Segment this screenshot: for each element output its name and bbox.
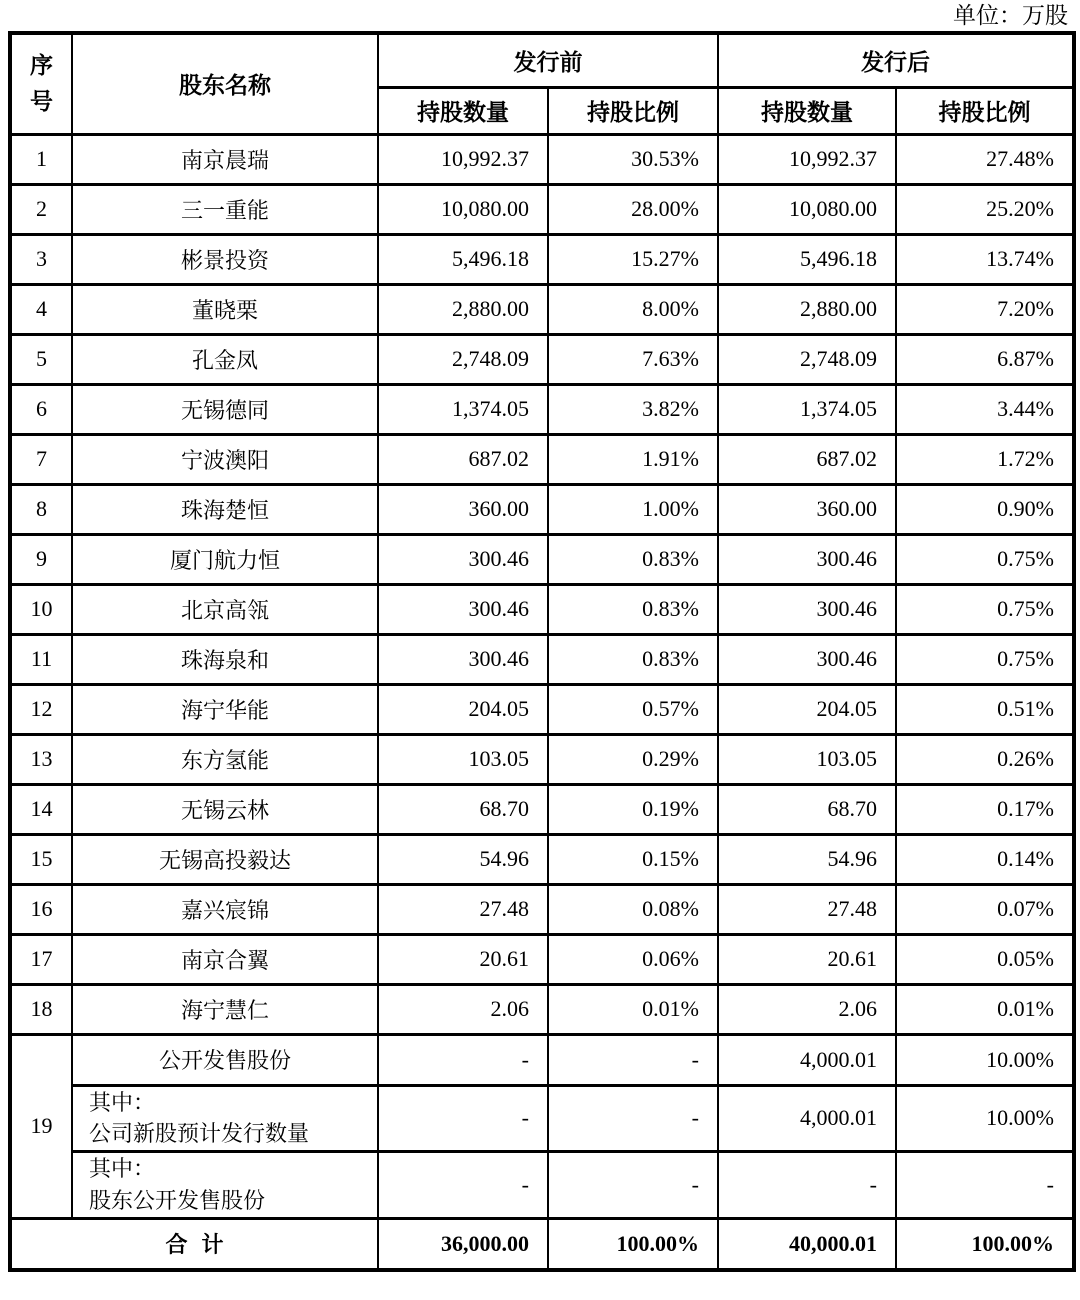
pre-pct-cell: 0.19%	[548, 784, 718, 834]
shareholder-table	[8, 31, 1076, 1272]
post-qty-cell: 20.61	[718, 934, 896, 984]
post-qty-cell: 687.02	[718, 434, 896, 484]
name-line-1: 其中：	[89, 1089, 156, 1115]
table-row	[10, 334, 1074, 384]
table-row	[10, 134, 1074, 184]
shareholder-name-cell: 海宁华能	[72, 684, 378, 734]
post-pct-cell: 0.05%	[896, 934, 1074, 984]
header-shareholder-name: 股东名称	[72, 33, 378, 134]
post-pct-cell: 6.87%	[896, 334, 1074, 384]
post-pct-cell: -	[896, 1152, 1074, 1219]
post-pct-cell: 0.90%	[896, 484, 1074, 534]
pre-qty-cell: 2,748.09	[378, 334, 548, 384]
total-pre-qty-cell: 36,000.00	[378, 1219, 548, 1270]
pre-pct-cell: -	[548, 1152, 718, 1219]
pre-pct-cell: 0.06%	[548, 934, 718, 984]
row-index-cell: 10	[10, 584, 72, 634]
table-row	[10, 934, 1074, 984]
pre-qty-cell: 20.61	[378, 934, 548, 984]
pre-qty-cell: 54.96	[378, 834, 548, 884]
header-index-label: 序号	[30, 53, 53, 114]
pre-pct-cell: -	[548, 1034, 718, 1085]
table-body	[10, 134, 1074, 1034]
total-post-pct-cell: 100.00%	[896, 1219, 1074, 1270]
pre-qty-cell: -	[378, 1034, 548, 1085]
post-pct-cell: 7.20%	[896, 284, 1074, 334]
table-body-group19	[10, 1034, 1074, 1270]
post-pct-cell: 13.74%	[896, 234, 1074, 284]
post-qty-cell: 360.00	[718, 484, 896, 534]
post-qty-cell: 10,992.37	[718, 134, 896, 184]
shareholder-name-cell: 董晓栗	[72, 284, 378, 334]
row-index-cell: 12	[10, 684, 72, 734]
post-pct-cell: 0.51%	[896, 684, 1074, 734]
table-row	[10, 484, 1074, 534]
table-row-total	[10, 1219, 1074, 1270]
pre-pct-cell: 0.83%	[548, 534, 718, 584]
post-qty-cell: 68.70	[718, 784, 896, 834]
pre-qty-cell: 103.05	[378, 734, 548, 784]
pre-pct-cell: 0.83%	[548, 584, 718, 634]
header-group-row	[10, 33, 1074, 87]
table-row	[10, 634, 1074, 684]
row-index-cell: 13	[10, 734, 72, 784]
row-index-cell: 7	[10, 434, 72, 484]
post-pct-cell: 0.75%	[896, 534, 1074, 584]
table-row-public-offering	[10, 1034, 1074, 1085]
pre-qty-cell: 300.46	[378, 584, 548, 634]
shareholder-name-cell: 嘉兴宸锦	[72, 884, 378, 934]
post-qty-cell: 1,374.05	[718, 384, 896, 434]
total-label-cell: 合计	[10, 1219, 378, 1270]
post-qty-cell: 2,880.00	[718, 284, 896, 334]
table-row	[10, 984, 1074, 1034]
table-row	[10, 434, 1074, 484]
row-index-cell: 19	[10, 1034, 72, 1219]
shareholder-name-cell	[72, 1085, 378, 1152]
pre-pct-cell: 15.27%	[548, 234, 718, 284]
header-group-before: 发行前	[378, 33, 718, 87]
shareholder-name-cell: 无锡高投毅达	[72, 834, 378, 884]
shareholder-name-cell: 东方氢能	[72, 734, 378, 784]
pre-qty-cell: 2,880.00	[378, 284, 548, 334]
pre-qty-cell: 300.46	[378, 634, 548, 684]
row-index-cell: 15	[10, 834, 72, 884]
table-row	[10, 234, 1074, 284]
shareholder-name-cell: 南京合翼	[72, 934, 378, 984]
pre-pct-cell: 30.53%	[548, 134, 718, 184]
post-pct-cell: 0.75%	[896, 634, 1074, 684]
pre-pct-cell: 1.00%	[548, 484, 718, 534]
header-post-qty: 持股数量	[718, 87, 896, 134]
pre-pct-cell: 0.08%	[548, 884, 718, 934]
post-pct-cell: 10.00%	[896, 1085, 1074, 1152]
table-row	[10, 384, 1074, 434]
row-index-cell: 8	[10, 484, 72, 534]
post-qty-cell: 4,000.01	[718, 1034, 896, 1085]
row-index-cell: 5	[10, 334, 72, 384]
pre-qty-cell: 5,496.18	[378, 234, 548, 284]
post-pct-cell: 27.48%	[896, 134, 1074, 184]
shareholder-name-cell: 无锡德同	[72, 384, 378, 434]
pre-qty-cell: 360.00	[378, 484, 548, 534]
pre-qty-cell: 204.05	[378, 684, 548, 734]
table-row	[10, 684, 1074, 734]
post-pct-cell: 3.44%	[896, 384, 1074, 434]
total-post-qty-cell: 40,000.01	[718, 1219, 896, 1270]
post-qty-cell: 54.96	[718, 834, 896, 884]
table-row	[10, 734, 1074, 784]
shareholder-name-cell: 三一重能	[72, 184, 378, 234]
post-pct-cell: 1.72%	[896, 434, 1074, 484]
row-index-cell: 9	[10, 534, 72, 584]
shareholder-name-cell	[72, 1152, 378, 1219]
post-qty-cell: 4,000.01	[718, 1085, 896, 1152]
header-pre-pct: 持股比例	[548, 87, 718, 134]
total-pre-pct-cell: 100.00%	[548, 1219, 718, 1270]
row-index-cell: 1	[10, 134, 72, 184]
pre-pct-cell: 7.63%	[548, 334, 718, 384]
row-index-cell: 11	[10, 634, 72, 684]
pre-pct-cell: 0.29%	[548, 734, 718, 784]
pre-pct-cell: 3.82%	[548, 384, 718, 434]
pre-qty-cell: 10,080.00	[378, 184, 548, 234]
shareholder-name-cell: 厦门航力恒	[72, 534, 378, 584]
header-post-pct: 持股比例	[896, 87, 1074, 134]
table-row-shareholder-offering	[10, 1152, 1074, 1219]
row-index-cell: 4	[10, 284, 72, 334]
pre-qty-cell: 68.70	[378, 784, 548, 834]
post-qty-cell: 2,748.09	[718, 334, 896, 384]
shareholder-name-cell: 珠海泉和	[72, 634, 378, 684]
post-pct-cell: 0.17%	[896, 784, 1074, 834]
shareholder-name-cell: 彬景投资	[72, 234, 378, 284]
name-line-1: 其中：	[89, 1156, 156, 1182]
pre-pct-cell: 0.57%	[548, 684, 718, 734]
header-index	[10, 33, 72, 134]
row-index-cell: 14	[10, 784, 72, 834]
post-qty-cell: 204.05	[718, 684, 896, 734]
row-index-cell: 3	[10, 234, 72, 284]
post-qty-cell: 103.05	[718, 734, 896, 784]
shareholder-name-cell: 宁波澳阳	[72, 434, 378, 484]
shareholder-name-cell: 无锡云林	[72, 784, 378, 834]
table-row	[10, 284, 1074, 334]
pre-qty-cell: 687.02	[378, 434, 548, 484]
pre-pct-cell: 0.15%	[548, 834, 718, 884]
post-pct-cell: 0.07%	[896, 884, 1074, 934]
pre-qty-cell: 10,992.37	[378, 134, 548, 184]
table-row	[10, 834, 1074, 884]
pre-qty-cell: 2.06	[378, 984, 548, 1034]
unit-label: 单位：万股	[953, 3, 1068, 28]
pre-pct-cell: 8.00%	[548, 284, 718, 334]
pre-pct-cell: 0.01%	[548, 984, 718, 1034]
post-qty-cell: 27.48	[718, 884, 896, 934]
post-pct-cell: 0.75%	[896, 584, 1074, 634]
pre-pct-cell: 28.00%	[548, 184, 718, 234]
shareholder-name-cell: 孔金凤	[72, 334, 378, 384]
post-qty-cell: 10,080.00	[718, 184, 896, 234]
shareholder-name-cell: 北京高瓴	[72, 584, 378, 634]
post-qty-cell: 2.06	[718, 984, 896, 1034]
table-row-new-shares	[10, 1085, 1074, 1152]
pre-qty-cell: -	[378, 1085, 548, 1152]
row-index-cell: 17	[10, 934, 72, 984]
pre-pct-cell: 0.83%	[548, 634, 718, 684]
header-pre-qty: 持股数量	[378, 87, 548, 134]
post-qty-cell: 300.46	[718, 634, 896, 684]
post-pct-cell: 0.01%	[896, 984, 1074, 1034]
post-qty-cell: 300.46	[718, 584, 896, 634]
row-index-cell: 16	[10, 884, 72, 934]
pre-pct-cell: 1.91%	[548, 434, 718, 484]
table-header	[10, 33, 1074, 134]
post-pct-cell: 0.26%	[896, 734, 1074, 784]
post-pct-cell: 10.00%	[896, 1034, 1074, 1085]
pre-qty-cell: -	[378, 1152, 548, 1219]
name-line-2: 公司新股预计发行数量	[89, 1121, 310, 1147]
post-qty-cell: 5,496.18	[718, 234, 896, 284]
shareholder-name-cell: 公开发售股份	[72, 1034, 378, 1085]
pre-qty-cell: 27.48	[378, 884, 548, 934]
shareholder-name-cell: 海宁慧仁	[72, 984, 378, 1034]
table-row	[10, 534, 1074, 584]
post-qty-cell: -	[718, 1152, 896, 1219]
post-qty-cell: 300.46	[718, 534, 896, 584]
pre-qty-cell: 1,374.05	[378, 384, 548, 434]
table-row	[10, 184, 1074, 234]
row-index-cell: 2	[10, 184, 72, 234]
row-index-cell: 18	[10, 984, 72, 1034]
pre-pct-cell: -	[548, 1085, 718, 1152]
table-row	[10, 884, 1074, 934]
shareholder-name-cell: 珠海楚恒	[72, 484, 378, 534]
header-group-after: 发行后	[718, 33, 1074, 87]
shareholder-name-cell: 南京晨瑞	[72, 134, 378, 184]
pre-qty-cell: 300.46	[378, 534, 548, 584]
name-line-2: 股东公开发售股份	[89, 1188, 266, 1214]
row-index-cell: 6	[10, 384, 72, 434]
post-pct-cell: 25.20%	[896, 184, 1074, 234]
table-row	[10, 784, 1074, 834]
post-pct-cell: 0.14%	[896, 834, 1074, 884]
table-row	[10, 584, 1074, 634]
